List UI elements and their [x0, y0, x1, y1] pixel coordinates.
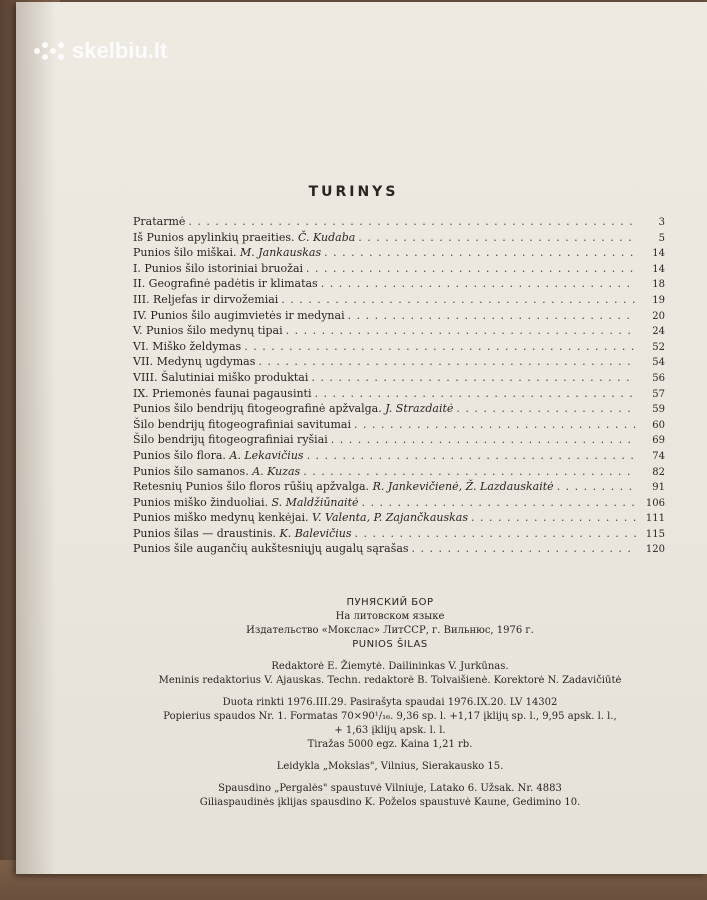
toc-title-text: I. Punios šilo istoriniai bruožai: [133, 261, 304, 275]
dates-line: Duota rinkti 1976.III.29. Pasirašyta spaudai 1976.IX.20. LV 14302: [222, 697, 558, 708]
toc-entry-title: [133, 448, 304, 464]
toc-entry-author: A. Kuzas: [252, 464, 301, 478]
toc-entry: [133, 354, 665, 370]
printer-line: Spausdino „Pergalės" spaustuvė Vilniuje, Latako 6. Užsak. Nr. 4883: [218, 783, 562, 794]
toc-entry: [133, 214, 665, 230]
toc-leader-dots: [362, 495, 636, 511]
toc-leader-dots: [258, 354, 636, 370]
toc-title-text: Šilo bendrijų fitogeografiniai ryšiai: [133, 433, 328, 447]
toc-entry-title: [133, 432, 328, 448]
toc-entry-title: [133, 541, 409, 557]
table-of-contents: [133, 214, 665, 557]
toc-entry: [133, 479, 665, 495]
toc-leader-dots: [306, 261, 636, 277]
inserts-line: Giliaspaudinės įklijas spausdino K. Poželos spaustuvė Kaune, Gedimino 10.: [199, 797, 581, 808]
toc-entry: [133, 401, 665, 417]
toc-leader-dots: [286, 323, 636, 339]
toc-entry: [133, 292, 665, 308]
toc-entry: [133, 370, 665, 386]
toc-leader-dots: [358, 230, 636, 246]
toc-leader-dots: [311, 370, 636, 386]
toc-title-text: IV. Punios šilo augimvietės ir medynai: [133, 308, 345, 322]
page-shadow: [16, 2, 56, 874]
toc-entry-title: [133, 230, 355, 246]
toc-entry-page: 52: [652, 341, 665, 353]
russian-language-note: На литовском языке: [335, 611, 445, 622]
toc-leader-dots: [307, 448, 636, 464]
toc-entry-page: 18: [652, 279, 665, 291]
publisher-line: Leidykla „Mokslas", Vilnius, Sierakausko 15.: [276, 761, 504, 772]
toc-entry-page: 74: [652, 450, 665, 462]
toc-entry: [133, 510, 665, 526]
toc-entry-page: 106: [645, 497, 665, 509]
toc-leader-dots: [348, 308, 636, 324]
contents-title: TURINYS: [308, 184, 399, 200]
toc-entry: [133, 526, 665, 542]
skelbiu-logo-icon: [34, 40, 66, 62]
toc-entry-author: K. Balevičius: [279, 526, 352, 540]
toc-leader-dots: [331, 432, 636, 448]
toc-leader-dots: [557, 479, 636, 495]
toc-entry-page: 54: [652, 357, 665, 369]
toc-title-text: VII. Medynų ugdymas: [133, 355, 256, 369]
toc-entry-page: 3: [658, 217, 665, 228]
toc-leader-dots: [281, 292, 636, 308]
toc-entry: [133, 386, 665, 402]
toc-entry-author: A. Lekavičius: [229, 448, 304, 462]
toc-entry-title: [133, 214, 185, 230]
toc-entry-page: 111: [645, 513, 665, 525]
toc-entry-page: 56: [652, 372, 665, 384]
toc-entry-page: 115: [645, 528, 665, 540]
toc-entry-title: [133, 386, 312, 402]
toc-entry-page: 60: [652, 419, 665, 431]
toc-entry: [133, 448, 665, 464]
toc-entry-title: [133, 495, 359, 511]
paper-line: Popierius spaudos Nr. 1. Formatas 70×90¹/₁₆. 9,36 sp. l. +1,17 įklijų sp. l., 9,95 apsk. l. l.,: [163, 711, 617, 722]
toc-entry-title: [133, 479, 554, 495]
toc-leader-dots: [321, 276, 636, 292]
toc-entry: [133, 276, 665, 292]
toc-leader-dots: [324, 245, 636, 261]
toc-title-text: V. Punios šilo medynų tipai: [133, 324, 283, 338]
toc-title-text: Punios miško žinduoliai.: [133, 495, 268, 509]
toc-title-text: Punios miško medynų kenkėjai.: [133, 511, 309, 525]
watermark: [34, 38, 167, 64]
art-editors-line: Meninis redaktorius V. Ajauskas. Techn. redaktorė B. Tolvaišienė. Korektorė N. Zadavičiūtė: [158, 675, 622, 686]
toc-title-text: Šilo bendrijų fitogeografiniai savitumai: [133, 417, 352, 431]
toc-entry-page: 19: [652, 294, 665, 306]
toc-entry: [133, 432, 665, 448]
toc-leader-dots: [303, 464, 636, 480]
toc-entry-title: [133, 308, 345, 324]
paper-line-2: + 1,63 įklijų apsk. l. l.: [334, 725, 446, 736]
imprint-block: [120, 596, 660, 810]
toc-entry: [133, 261, 665, 277]
toc-leader-dots: [456, 401, 636, 417]
toc-title-text: Pratarmė: [133, 215, 186, 228]
toc-title-text: Retesnių Punios šilo floros rūšių apžvalga.: [133, 480, 370, 494]
toc-entry: [133, 495, 665, 511]
toc-entry: [133, 230, 665, 246]
toc-entry-page: 5: [658, 232, 665, 244]
toc-entry: [133, 308, 665, 324]
toc-entry-page: 69: [652, 435, 665, 447]
toc-title-text: Iš Punios apylinkių praeities.: [133, 230, 295, 244]
toc-leader-dots: [244, 339, 636, 355]
toc-entry-author: M. Jankauskas: [240, 246, 322, 260]
toc-entry-title: [133, 323, 283, 339]
toc-entry-page: 59: [652, 404, 665, 416]
toc-title-text: VIII. Šalutiniai miško produktai: [133, 370, 309, 384]
toc-entry-page: 20: [652, 310, 665, 322]
toc-entry-title: [133, 417, 351, 433]
toc-title-text: IX. Priemonės faunai pagausinti: [133, 386, 312, 400]
toc-title-text: Punios šilo miškai.: [133, 246, 237, 260]
toc-title-text: VI. Miško želdymas: [133, 339, 242, 353]
toc-title-text: Punios šilas — draustinis.: [133, 526, 276, 540]
toc-entry-page: 57: [652, 388, 665, 400]
russian-publisher: Издательство «Мокслас» ЛитССР, г. Вильнюс, 1976 г.: [246, 625, 534, 636]
toc-entry-title: [133, 370, 308, 386]
toc-entry-title: [133, 526, 352, 542]
toc-entry: [133, 417, 665, 433]
toc-entry-title: [133, 464, 300, 480]
toc-entry-title: [133, 245, 321, 261]
toc-title-text: Punios šilo flora.: [133, 448, 226, 462]
editors-line: Redaktorė E. Žiemytė. Dailininkas V. Jurkūnas.: [271, 661, 509, 672]
toc-entry: [133, 339, 665, 355]
toc-entry-title: [133, 354, 255, 370]
toc-entry-page: 24: [652, 326, 665, 338]
toc-entry-title: [133, 401, 453, 417]
toc-entry-page: 82: [652, 466, 665, 478]
circulation-line: Tiražas 5000 egz. Kaina 1,21 rb.: [307, 739, 473, 750]
watermark-text: skelbiu.lt: [72, 38, 168, 63]
toc-leader-dots: [315, 386, 637, 402]
toc-leader-dots: [412, 541, 636, 557]
toc-leader-dots: [355, 526, 636, 542]
lithuanian-title: PUNIOS ŠILAS: [352, 639, 428, 650]
toc-entry: [133, 323, 665, 339]
toc-entry-page: 14: [652, 263, 665, 275]
toc-entry: [133, 464, 665, 480]
toc-entry-page: 120: [645, 544, 665, 556]
toc-entry-page: 91: [652, 482, 665, 494]
toc-entry-author: R. Jankevičienė, Ž. Lazdauskaitė: [372, 480, 554, 494]
toc-entry-title: [133, 276, 318, 292]
toc-entry-title: [133, 261, 303, 277]
russian-title: ПУНЯСКИЙ БОР: [346, 597, 434, 608]
toc-entry-title: [133, 292, 278, 308]
toc-entry-title: [133, 339, 241, 355]
toc-leader-dots: [188, 214, 636, 230]
toc-leader-dots: [471, 510, 636, 526]
toc-title-text: II. Geografinė padėtis ir klimatas: [133, 277, 318, 291]
toc-title-text: Punios šilo bendrijų fitogeografinė apžvalga.: [133, 402, 382, 416]
toc-title-text: III. Reljefas ir dirvožemiai: [133, 292, 279, 306]
toc-title-text: Punios šile augančių aukštesniųjų augalų sąrašas: [133, 542, 409, 556]
toc-entry-author: S. Maldžiūnaitė: [271, 495, 359, 509]
toc-entry-author: J. Strazdaitė: [385, 402, 454, 416]
toc-entry-page: 14: [652, 248, 665, 260]
toc-entry-author: Č. Kudaba: [298, 230, 356, 244]
toc-entry-title: [133, 510, 468, 526]
toc-entry: [133, 245, 665, 261]
toc-leader-dots: [354, 417, 636, 433]
toc-title-text: Punios šilo samanos.: [133, 464, 249, 478]
toc-entry-author: V. Valenta, P. Zajančkauskas: [312, 511, 469, 525]
toc-entry: [133, 541, 665, 557]
